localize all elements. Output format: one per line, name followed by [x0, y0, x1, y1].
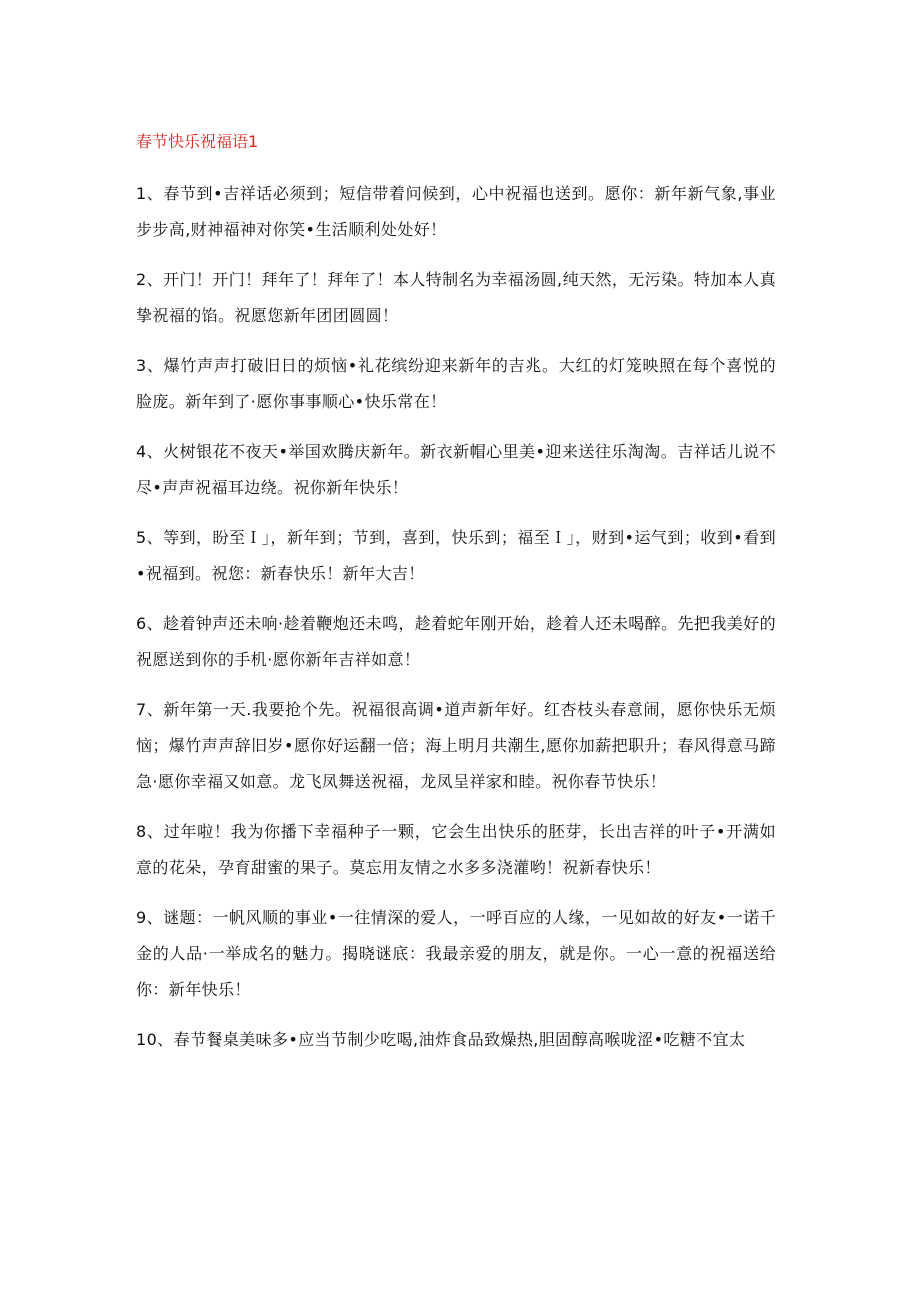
document-title: 春节快乐祝福语1: [136, 132, 259, 151]
list-item: 6、趁着钟声还未响·趁着鞭炮还未鸣，趁着蛇年刚开始，趁着人还未喝醉。先把我美好的祝愿送到你的手机·愿你新年吉祥如意！: [136, 614, 776, 669]
list-item: 2、开门！开门！拜年了！拜年了！本人特制名为幸福汤圆,纯天然，无污染。特加本人真挚祝福的馅。祝愿您新年团团圆圆！: [136, 270, 776, 325]
list-item: 9、谜题：一帆风顺的事业•一往情深的爱人，一呼百应的人缘，一见如故的好友•一诺千金的人品·一举成名的魅力。揭晓谜底：我最亲爱的朋友，就是你。一心一意的祝福送给你：新年快乐！: [136, 908, 776, 999]
list-item: 7、新年第一天.我要抢个先。祝福很高调•道声新年好。红杏枝头春意闹，愿你快乐无烦恼；爆竹声声辞旧岁•愿你好运翻一倍；海上明月共潮生,愿你加薪把职升；春风得意马蹄急·愿你幸福又如意。龙飞凤舞送祝福，龙凤呈祥家和睦。祝你春节快乐！: [136, 700, 776, 791]
list-item: 10、春节餐桌美味多•应当节制少吃喝,油炸食品致燥热,胆固醇高喉咙涩•吃糖不宜太: [136, 1030, 746, 1049]
blessing-list: [136, 176, 776, 1072]
list-item: 4、火树银花不夜天•举国欢腾庆新年。新衣新帽心里美•迎来送往乐淘淘。吉祥话儿说不尽•声声祝福耳边绕。祝你新年快乐！: [136, 442, 776, 497]
list-item: 3、爆竹声声打破旧日的烦恼•礼花缤纷迎来新年的吉兆。大红的灯笼映照在每个喜悦的脸庞。新年到了·愿你事事顺心•快乐常在！: [136, 356, 776, 411]
list-item: 8、过年啦！我为你播下幸福种子一颗，它会生出快乐的胚芽，长出吉祥的叶子•开满如意的花朵，孕育甜蜜的果子。莫忘用友情之水多多浇灌哟！祝新春快乐！: [136, 822, 776, 877]
list-item: 5、等到，盼至Ｉ」，新年到；节到，喜到，快乐到；福至Ｉ」，财到•运气到；收到•看到•祝福到。祝您：新春快乐！新年大吉！: [136, 528, 776, 583]
list-item: 1、春节到•吉祥话必须到；短信带着问候到，心中祝福也送到。愿你：新年新气象,事业步步高,财神福神对你笑•生活顺利处处好！: [136, 184, 776, 239]
